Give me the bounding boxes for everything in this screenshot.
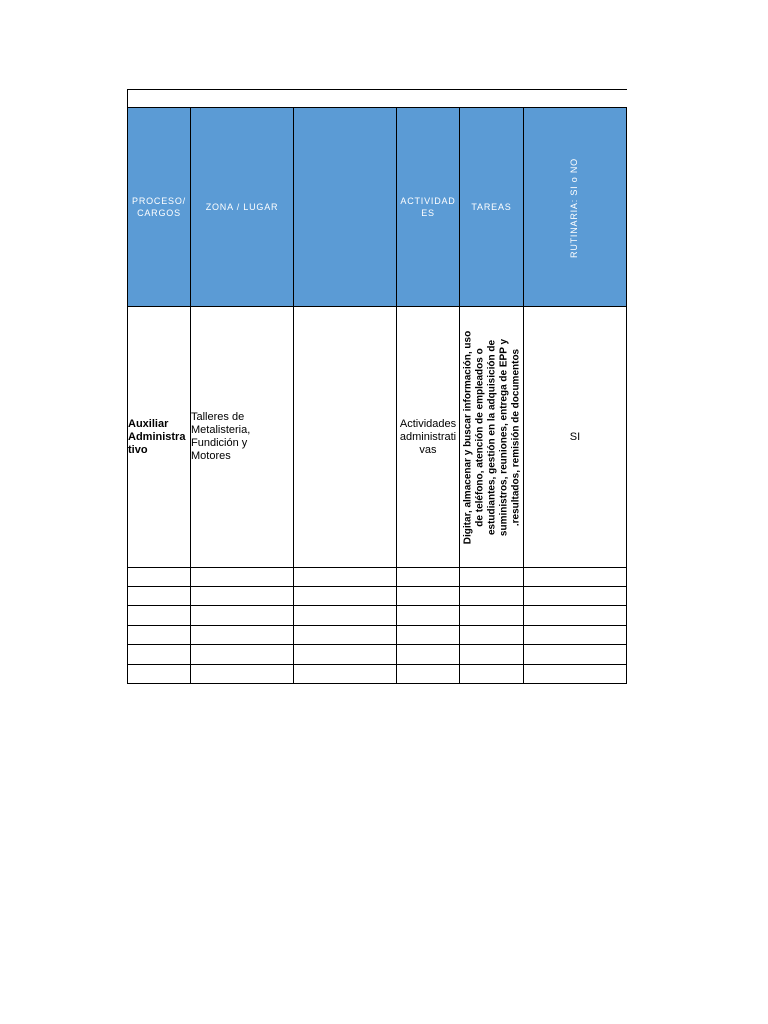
header-routine-label: RUTINARIA: SI o NO xyxy=(569,158,579,258)
header-routine-cell[interactable] xyxy=(524,108,626,306)
row-process-cell[interactable] xyxy=(128,307,190,567)
row-activities-value: Actividades administrati vas xyxy=(399,417,457,456)
header-process-label: PROCESO/ CARGOS xyxy=(132,196,186,218)
row-tasks-cell[interactable] xyxy=(460,307,523,567)
grid-line-empty-row xyxy=(127,605,627,606)
grid-line-top xyxy=(127,89,627,90)
header-activities-cell[interactable] xyxy=(397,108,459,306)
header-zone-label: ZONA / LUGAR xyxy=(205,202,279,212)
grid-line-right xyxy=(626,107,627,684)
header-zone-cell[interactable] xyxy=(191,108,293,306)
row-zone-cell[interactable] xyxy=(191,307,293,567)
grid-line-row1-bottom xyxy=(127,567,627,568)
row-process-value: Auxiliar Administra tivo xyxy=(128,417,186,456)
row-routine-cell[interactable] xyxy=(524,307,626,567)
grid-line-empty-row xyxy=(127,625,627,626)
row-routine-value: SI xyxy=(569,430,581,443)
header-tasks-label: TAREAS xyxy=(471,202,512,212)
row-activities-cell[interactable] xyxy=(397,307,459,567)
header-tasks-cell[interactable] xyxy=(460,108,523,306)
grid-line-empty-row xyxy=(127,664,627,665)
grid-line-empty-row xyxy=(127,586,627,587)
grid-line-empty-row xyxy=(127,644,627,645)
row-tasks-value: Digitar, almacenar y buscar información, uso de teléfono, atención de empleados o estudiantes, gestión en la adquisición de suministros, reuniones, entrega de EPP y .resultados, remisión de documentos xyxy=(462,330,521,545)
grid-line-bottom xyxy=(127,683,627,684)
row-empty-cell[interactable] xyxy=(294,307,396,567)
header-empty-cell[interactable] xyxy=(294,108,396,306)
row-zone-value: Talleres de Metalisteria, Fundición y Motores xyxy=(191,411,251,462)
header-activities-label: ACTIVIDAD ES xyxy=(400,196,456,218)
header-process-cell[interactable] xyxy=(128,108,190,306)
